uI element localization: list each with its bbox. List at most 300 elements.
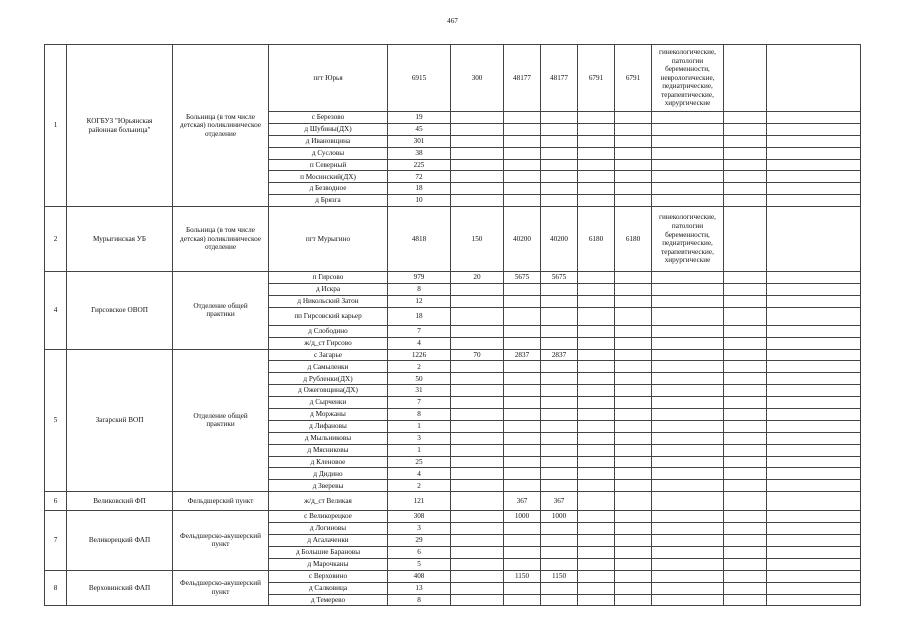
- empty-cell: [767, 511, 861, 523]
- value-cell: [615, 325, 652, 337]
- value-cell: [541, 546, 578, 558]
- value-cell: 3: [388, 432, 451, 444]
- specialties-cell: [652, 511, 724, 523]
- empty-cell: [767, 307, 861, 325]
- value-cell: [451, 456, 504, 468]
- value-cell: [578, 135, 615, 147]
- organization-cell: КОГБУЗ "Юрьянская районная больница": [67, 45, 173, 207]
- value-cell: [615, 456, 652, 468]
- value-cell: [615, 480, 652, 492]
- row-number-cell: 6: [45, 492, 67, 511]
- value-cell: [541, 480, 578, 492]
- specialties-cell: [652, 272, 724, 284]
- value-cell: [615, 546, 652, 558]
- value-cell: [504, 135, 541, 147]
- value-cell: [615, 535, 652, 547]
- value-cell: [504, 307, 541, 325]
- specialties-cell: [652, 480, 724, 492]
- value-cell: [615, 570, 652, 582]
- empty-cell: [767, 207, 861, 272]
- value-cell: [504, 183, 541, 195]
- settlement-cell: с Верховино: [269, 570, 388, 582]
- value-cell: [541, 558, 578, 570]
- value-cell: 5675: [504, 272, 541, 284]
- specialties-cell: [652, 432, 724, 444]
- empty-cell: [724, 570, 767, 582]
- empty-cell: [767, 546, 861, 558]
- value-cell: [451, 468, 504, 480]
- value-cell: [504, 535, 541, 547]
- organization-cell: Гирсовское ОВОП: [67, 272, 173, 349]
- empty-cell: [767, 492, 861, 511]
- value-cell: [615, 444, 652, 456]
- value-cell: [578, 337, 615, 349]
- value-cell: [451, 325, 504, 337]
- value-cell: 18: [388, 307, 451, 325]
- empty-cell: [724, 337, 767, 349]
- settlement-cell: д Рубленки(ДХ): [269, 373, 388, 385]
- value-cell: [541, 112, 578, 124]
- value-cell: [451, 582, 504, 594]
- row-number-cell: 8: [45, 570, 67, 606]
- value-cell: [578, 523, 615, 535]
- value-cell: [504, 523, 541, 535]
- empty-cell: [724, 325, 767, 337]
- value-cell: [504, 546, 541, 558]
- value-cell: [615, 123, 652, 135]
- specialties-cell: [652, 523, 724, 535]
- empty-cell: [724, 420, 767, 432]
- value-cell: [578, 112, 615, 124]
- value-cell: [451, 112, 504, 124]
- empty-cell: [767, 535, 861, 547]
- value-cell: [451, 444, 504, 456]
- value-cell: 367: [541, 492, 578, 511]
- value-cell: 1000: [504, 511, 541, 523]
- value-cell: [615, 349, 652, 361]
- table-row: [45, 349, 861, 361]
- settlement-cell: с Загарье: [269, 349, 388, 361]
- value-cell: [615, 307, 652, 325]
- specialties-cell: [652, 570, 724, 582]
- empty-cell: [767, 123, 861, 135]
- empty-cell: [767, 432, 861, 444]
- specialties-cell: [652, 594, 724, 606]
- value-cell: [615, 135, 652, 147]
- specialties-cell: [652, 373, 724, 385]
- value-cell: [578, 361, 615, 373]
- value-cell: 979: [388, 272, 451, 284]
- value-cell: [451, 558, 504, 570]
- value-cell: [451, 183, 504, 195]
- value-cell: [578, 397, 615, 409]
- specialties-cell: [652, 307, 724, 325]
- empty-cell: [767, 558, 861, 570]
- value-cell: 2: [388, 361, 451, 373]
- value-cell: [541, 337, 578, 349]
- empty-cell: [724, 492, 767, 511]
- value-cell: [541, 183, 578, 195]
- specialties-cell: [652, 195, 724, 207]
- settlement-cell: п Северный: [269, 159, 388, 171]
- value-cell: [451, 420, 504, 432]
- value-cell: 1: [388, 444, 451, 456]
- value-cell: [615, 183, 652, 195]
- value-cell: [615, 159, 652, 171]
- settlement-cell: д Никольский Затон: [269, 295, 388, 307]
- value-cell: 18: [388, 183, 451, 195]
- value-cell: [504, 444, 541, 456]
- settlement-cell: д Безводное: [269, 183, 388, 195]
- organization-cell: Великовский ФП: [67, 492, 173, 511]
- value-cell: [578, 272, 615, 284]
- specialties-cell: [652, 558, 724, 570]
- value-cell: [578, 480, 615, 492]
- empty-cell: [767, 112, 861, 124]
- value-cell: [578, 432, 615, 444]
- empty-cell: [724, 397, 767, 409]
- specialties-cell: [652, 337, 724, 349]
- specialties-cell: [652, 582, 724, 594]
- value-cell: [615, 272, 652, 284]
- value-cell: [504, 594, 541, 606]
- value-cell: 367: [504, 492, 541, 511]
- value-cell: 4: [388, 468, 451, 480]
- empty-cell: [724, 183, 767, 195]
- empty-cell: [724, 373, 767, 385]
- value-cell: [451, 546, 504, 558]
- empty-cell: [724, 171, 767, 183]
- value-cell: [615, 432, 652, 444]
- settlement-cell: с Великорецкое: [269, 511, 388, 523]
- settlement-cell: д Салковица: [269, 582, 388, 594]
- value-cell: 5675: [541, 272, 578, 284]
- empty-cell: [724, 558, 767, 570]
- empty-cell: [767, 420, 861, 432]
- table-row: [45, 492, 861, 511]
- table-row: [45, 45, 861, 112]
- value-cell: [615, 284, 652, 296]
- empty-cell: [724, 582, 767, 594]
- empty-cell: [724, 147, 767, 159]
- empty-cell: [724, 284, 767, 296]
- value-cell: [451, 284, 504, 296]
- value-cell: [615, 337, 652, 349]
- value-cell: 12: [388, 295, 451, 307]
- value-cell: [578, 409, 615, 421]
- empty-cell: [724, 468, 767, 480]
- specialties-cell: [652, 397, 724, 409]
- row-number-cell: 1: [45, 45, 67, 207]
- table-row: [45, 272, 861, 284]
- row-number-cell: 2: [45, 207, 67, 272]
- specialties-cell: [652, 546, 724, 558]
- settlement-cell: д Ожеговщина(ДХ): [269, 385, 388, 397]
- value-cell: [615, 582, 652, 594]
- value-cell: [541, 325, 578, 337]
- value-cell: [451, 523, 504, 535]
- value-cell: 2837: [541, 349, 578, 361]
- value-cell: 1150: [541, 570, 578, 582]
- value-cell: [615, 373, 652, 385]
- value-cell: [541, 409, 578, 421]
- value-cell: [451, 570, 504, 582]
- value-cell: [451, 135, 504, 147]
- empty-cell: [724, 135, 767, 147]
- value-cell: [578, 147, 615, 159]
- value-cell: [541, 171, 578, 183]
- value-cell: [451, 147, 504, 159]
- value-cell: [578, 444, 615, 456]
- value-cell: 40200: [504, 207, 541, 272]
- empty-cell: [724, 432, 767, 444]
- value-cell: [504, 361, 541, 373]
- value-cell: [615, 361, 652, 373]
- value-cell: [615, 558, 652, 570]
- value-cell: [504, 409, 541, 421]
- empty-cell: [767, 456, 861, 468]
- value-cell: 1000: [541, 511, 578, 523]
- empty-cell: [724, 409, 767, 421]
- organization-cell: Загарский ВОП: [67, 349, 173, 492]
- value-cell: [615, 171, 652, 183]
- empty-cell: [767, 147, 861, 159]
- table-row: [45, 511, 861, 523]
- value-cell: [615, 594, 652, 606]
- empty-cell: [767, 444, 861, 456]
- value-cell: [541, 468, 578, 480]
- value-cell: [541, 456, 578, 468]
- empty-cell: [724, 295, 767, 307]
- value-cell: 6180: [615, 207, 652, 272]
- value-cell: [504, 147, 541, 159]
- value-cell: [504, 337, 541, 349]
- value-cell: [541, 373, 578, 385]
- value-cell: [451, 195, 504, 207]
- empty-cell: [724, 535, 767, 547]
- value-cell: 6791: [578, 45, 615, 112]
- value-cell: 40200: [541, 207, 578, 272]
- value-cell: 1: [388, 420, 451, 432]
- value-cell: [578, 468, 615, 480]
- value-cell: [541, 594, 578, 606]
- empty-cell: [767, 409, 861, 421]
- empty-cell: [724, 511, 767, 523]
- settlement-cell: п Гирсово: [269, 272, 388, 284]
- value-cell: [578, 385, 615, 397]
- empty-cell: [767, 349, 861, 361]
- value-cell: 70: [451, 349, 504, 361]
- value-cell: 20: [451, 272, 504, 284]
- empty-cell: [724, 112, 767, 124]
- empty-cell: [724, 456, 767, 468]
- empty-cell: [767, 582, 861, 594]
- table-body: [45, 45, 861, 606]
- value-cell: 72: [388, 171, 451, 183]
- value-cell: [451, 307, 504, 325]
- value-cell: [451, 511, 504, 523]
- settlement-cell: пгт Мурыгино: [269, 207, 388, 272]
- value-cell: [504, 295, 541, 307]
- settlement-cell: пгт Юрья: [269, 45, 388, 112]
- settlement-cell: д Ивановщина: [269, 135, 388, 147]
- value-cell: 5: [388, 558, 451, 570]
- empty-cell: [724, 444, 767, 456]
- value-cell: [451, 385, 504, 397]
- value-cell: [578, 535, 615, 547]
- empty-cell: [724, 272, 767, 284]
- organization-cell: Мурыгинская УБ: [67, 207, 173, 272]
- value-cell: [615, 385, 652, 397]
- specialties-cell: [652, 159, 724, 171]
- value-cell: [578, 456, 615, 468]
- value-cell: [541, 307, 578, 325]
- empty-cell: [724, 195, 767, 207]
- empty-cell: [767, 171, 861, 183]
- empty-cell: [724, 523, 767, 535]
- value-cell: [615, 523, 652, 535]
- value-cell: [504, 558, 541, 570]
- value-cell: [451, 337, 504, 349]
- value-cell: [541, 295, 578, 307]
- specialties-cell: [652, 420, 724, 432]
- value-cell: 29: [388, 535, 451, 547]
- specialties-cell: [652, 325, 724, 337]
- value-cell: [578, 171, 615, 183]
- value-cell: [504, 171, 541, 183]
- value-cell: [615, 195, 652, 207]
- settlement-cell: пп Гирсовский карьер: [269, 307, 388, 325]
- table-row: [45, 570, 861, 582]
- value-cell: [504, 582, 541, 594]
- specialties-cell: [652, 361, 724, 373]
- value-cell: [615, 397, 652, 409]
- facility-type-cell: Больница (в том числе детская) поликлиническое отделение: [173, 207, 269, 272]
- value-cell: [451, 397, 504, 409]
- value-cell: [541, 523, 578, 535]
- value-cell: [578, 582, 615, 594]
- value-cell: [541, 397, 578, 409]
- settlement-cell: д Большие Барановы: [269, 546, 388, 558]
- specialties-cell: [652, 207, 724, 272]
- value-cell: [451, 361, 504, 373]
- value-cell: [451, 373, 504, 385]
- value-cell: 6915: [388, 45, 451, 112]
- value-cell: [541, 159, 578, 171]
- value-cell: [451, 492, 504, 511]
- value-cell: [578, 373, 615, 385]
- settlement-cell: д Зверевы: [269, 480, 388, 492]
- value-cell: [504, 385, 541, 397]
- value-cell: 2837: [504, 349, 541, 361]
- empty-cell: [724, 123, 767, 135]
- value-cell: [541, 361, 578, 373]
- value-cell: [615, 468, 652, 480]
- value-cell: [504, 325, 541, 337]
- empty-cell: [767, 183, 861, 195]
- value-cell: [541, 147, 578, 159]
- value-cell: [578, 183, 615, 195]
- value-cell: [451, 295, 504, 307]
- value-cell: 31: [388, 385, 451, 397]
- value-cell: [504, 284, 541, 296]
- value-cell: [504, 397, 541, 409]
- empty-cell: [767, 373, 861, 385]
- value-cell: [615, 420, 652, 432]
- empty-cell: [767, 523, 861, 535]
- settlement-cell: д Логиновы: [269, 523, 388, 535]
- value-cell: 48177: [504, 45, 541, 112]
- specialties-cell: [652, 444, 724, 456]
- specialties-text: гинекологические, патологии беременности, педиатрические, терапевтические, хирургические: [659, 213, 716, 265]
- value-cell: [541, 535, 578, 547]
- empty-cell: [724, 594, 767, 606]
- data-table: [44, 44, 861, 606]
- value-cell: [451, 594, 504, 606]
- value-cell: [451, 159, 504, 171]
- value-cell: [541, 284, 578, 296]
- specialties-cell: [652, 123, 724, 135]
- value-cell: 225: [388, 159, 451, 171]
- value-cell: 300: [451, 45, 504, 112]
- specialties-cell: [652, 183, 724, 195]
- value-cell: [578, 492, 615, 511]
- value-cell: [615, 147, 652, 159]
- value-cell: [451, 123, 504, 135]
- value-cell: [541, 385, 578, 397]
- settlement-cell: д Темерево: [269, 594, 388, 606]
- row-number-cell: 4: [45, 272, 67, 349]
- value-cell: [578, 123, 615, 135]
- facility-type-cell: Больница (в том числе детская) поликлиническое отделение: [173, 45, 269, 207]
- specialties-cell: [652, 468, 724, 480]
- specialties-cell: [652, 535, 724, 547]
- value-cell: [615, 112, 652, 124]
- settlement-cell: д Брязга: [269, 195, 388, 207]
- value-cell: [615, 295, 652, 307]
- value-cell: 408: [388, 570, 451, 582]
- value-cell: [504, 456, 541, 468]
- value-cell: 4818: [388, 207, 451, 272]
- settlement-cell: д Мыльниковы: [269, 432, 388, 444]
- value-cell: [541, 420, 578, 432]
- value-cell: [578, 349, 615, 361]
- value-cell: 4: [388, 337, 451, 349]
- empty-cell: [767, 337, 861, 349]
- value-cell: [578, 594, 615, 606]
- facility-type-cell: Фельдшерско-акушерский пункт: [173, 570, 269, 606]
- row-number-cell: 7: [45, 511, 67, 570]
- empty-cell: [724, 45, 767, 112]
- empty-cell: [767, 45, 861, 112]
- settlement-cell: д Дидино: [269, 468, 388, 480]
- specialties-cell: [652, 171, 724, 183]
- specialties-cell: [652, 112, 724, 124]
- organization-cell: Великорецкий ФАП: [67, 511, 173, 570]
- value-cell: [615, 492, 652, 511]
- value-cell: 50: [388, 373, 451, 385]
- value-cell: 2: [388, 480, 451, 492]
- empty-cell: [767, 385, 861, 397]
- value-cell: 19: [388, 112, 451, 124]
- value-cell: 25: [388, 456, 451, 468]
- value-cell: [541, 135, 578, 147]
- settlement-cell: д Моржаны: [269, 409, 388, 421]
- empty-cell: [767, 272, 861, 284]
- value-cell: 7: [388, 397, 451, 409]
- settlement-cell: ж/д_ст Великая: [269, 492, 388, 511]
- settlement-cell: д Сырченки: [269, 397, 388, 409]
